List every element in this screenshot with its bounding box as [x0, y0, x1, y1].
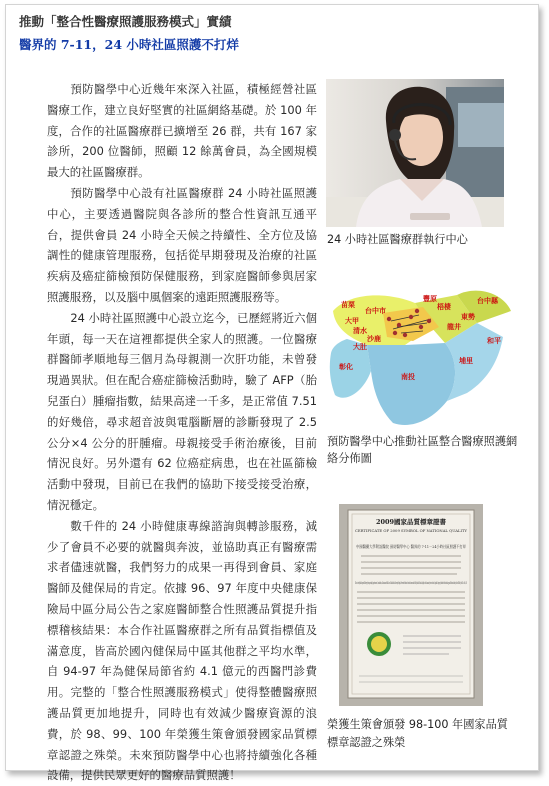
map-label-shalu: 沙鹿	[367, 335, 381, 343]
certificate-heading-zh: 2009國家品質標章證書	[375, 518, 447, 526]
map-label-dongshi: 東勢	[461, 313, 475, 321]
map-label-heping: 和平	[487, 337, 501, 345]
network-map	[327, 283, 517, 433]
call-center-photo	[326, 79, 504, 227]
map-label-changhua: 彰化	[339, 363, 353, 371]
article-body	[47, 79, 317, 786]
map-label-dadu: 大肚	[353, 343, 367, 351]
article-paragraph-3: 24 小時社區照護中心設立迄今，已歷經將近六個年頭，每一天在這裡都提供全家人的照護。一位醫療群醫師孝順地每三個月為母親測一次肝功能，未曾發現過異狀。但在配合癌症篩檢活動時，驗了 AFP（胎兒蛋白）腫瘤指數，結果高達一千多，是正常值 7.51 的好幾倍，尋求超音波與電腦斷層的診斷發現了 2.5 公分×4 公分的肝腫瘤。母親接受手術治療後，目前情況良好。另外還有 62 位癌症病患，也在社區篩檢活動中發現，目前已在我們的協助下接受接受治療，情況穩定。	[47, 310, 317, 512]
certificate-caption: 榮獲生策會頒發 98-100 年國家品質標章認證之殊榮	[327, 718, 508, 749]
map-label-longjing: 龍井	[447, 323, 461, 331]
certificate-heading-en: CERTIFICATE OF 2009 SYMBOL OF NATIONAL QUALITY	[355, 529, 468, 533]
quality-certificate-image	[339, 504, 483, 706]
map-label-puli: 埔里	[459, 357, 473, 365]
map-label-fengyuan: 豐原	[423, 295, 437, 303]
map-label-qingshui: 清水	[353, 327, 367, 335]
map-label-taichung-county: 台中縣	[477, 297, 498, 305]
certificate-body-en: This is to certify that Integrated Delivery System providing Comprehensive, Coordinated, and Continuous Health Care of China Medical University Hospital, Preventive Medicine Center has been awarded The Symbol of National Quality in the Community Service Section, Hospital Category by Institute for Biotechnology and Medicine Industry. Date of Validity: Until Dec. 31st, 2010	[355, 581, 467, 585]
certificate-body-zh: 中國醫藥大學附設醫院 預防醫學中心 醫界的 7-11－24小時社區照護不打烊	[356, 544, 483, 549]
map-label-wuqi: 梧棲	[437, 303, 451, 311]
page-title: 推動「整合性醫療照護服務模式」實績	[19, 14, 232, 29]
page-subtitle: 醫界的 7-11，24 小時社區照護不打烊	[19, 37, 239, 52]
article-paragraph-2: 預防醫學中心設有社區醫療群 24 小時社區照護中心，主要透過醫院與各診所的整合性資訊互通平台，提供會員 24 小時全天候之持續性、全方位及協調性的健康管理服務，包括從早期發現及治療的社區疾病及癌症篩檢預防保健服務，到家庭醫師參與居家照護服務，以及腦中風個案的遠距照護服務等。	[47, 185, 317, 304]
article-paragraph-4: 數千件的 24 小時健康專線諮詢與轉診服務，減少了會員不必要的就醫與奔波，並協助真正有醫療需求者儘速就醫，我們努力的成果一再得到會員、家庭醫師及健保局的肯定。依據 96、97 年度中央健康保險局中區分局公告之家庭醫師整合性照護品質提升指標稽核結果：本合作社區醫療群之所有品質指標值及滿意度，皆高於國內健保局中區其他群之平均水準，自 94-97 年為健保局節省約 4.1 億元的西醫門診費用。完整的「整合性照護服務模式」使得整體醫療照護品質更加地提升，同時也有效減少醫療資源的浪費，於 98、99、100 年榮獲生策會頒發國家品質標章認證之殊榮。未來預防醫學中心也將持續強化各種設備，提供民眾更好的醫療品質照護！	[47, 518, 317, 783]
map-label-nantou: 南投	[401, 373, 415, 381]
article-paragraph-1: 預防醫學中心近幾年來深入社區，積極經營社區醫療工作，建立良好堅實的社區網絡基礎。於 100 年度，合作的社區醫療群已擴增至 26 群，共有 167 家診所，200 位醫師，照顧 12 餘萬會員，為全國規模最大的社區醫療群。	[47, 82, 317, 180]
map-label-taichung-city: 台中市	[365, 307, 386, 315]
map-label-miaoli: 苗栗	[341, 301, 355, 309]
photo-caption: 24 小時社區醫療群執行中心	[327, 233, 468, 246]
map-label-dajia: 大甲	[345, 317, 359, 325]
map-caption: 預防醫學中心推動社區整合醫療照護網絡分佈圖	[327, 435, 518, 465]
